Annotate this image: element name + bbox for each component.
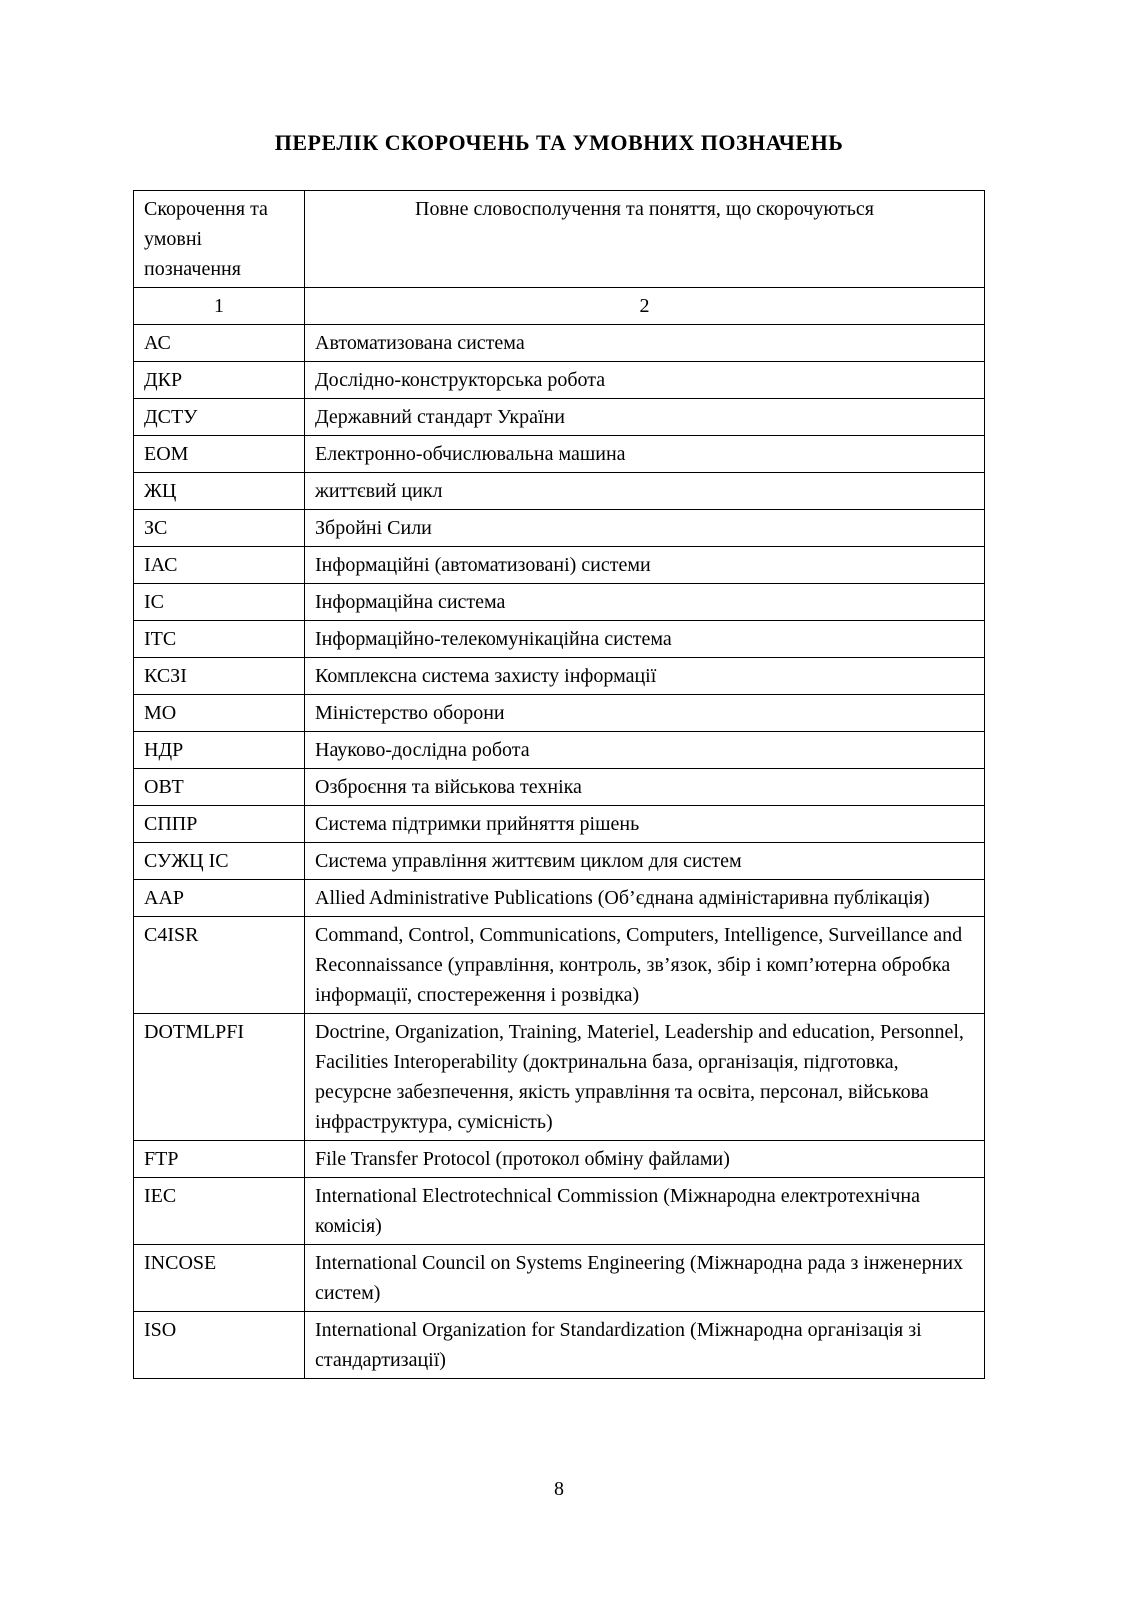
definition-cell: Автоматизована система <box>305 325 985 362</box>
table-row <box>134 1312 985 1379</box>
abbreviation-cell: НДР <box>134 732 305 769</box>
table-row <box>134 1178 985 1245</box>
abbreviation-cell: ЗС <box>134 510 305 547</box>
abbreviation-cell: ІТС <box>134 621 305 658</box>
definition-cell: Міністерство оборони <box>305 695 985 732</box>
table-row <box>134 880 985 917</box>
abbreviation-cell: ААР <box>134 880 305 917</box>
abbreviation-cell: АС <box>134 325 305 362</box>
definition-cell: Електронно-обчислювальна машина <box>305 436 985 473</box>
column-index-2: 2 <box>305 288 985 325</box>
abbreviation-cell: КСЗІ <box>134 658 305 695</box>
abbreviation-cell: СППР <box>134 806 305 843</box>
definition-cell: Науково-дослідна робота <box>305 732 985 769</box>
definition-cell: Дослідно-конструкторська робота <box>305 362 985 399</box>
definition-cell: Державний стандарт України <box>305 399 985 436</box>
abbreviation-cell: ЕОМ <box>134 436 305 473</box>
table-row <box>134 1245 985 1312</box>
table-body <box>134 325 985 1379</box>
table-header <box>134 191 985 325</box>
column-index-row <box>134 288 985 325</box>
table-row <box>134 843 985 880</box>
definition-cell: International Council on Systems Engineering (Міжнародна рада з інженерних систем) <box>305 1245 985 1312</box>
abbreviation-cell: ІЕС <box>134 1178 305 1245</box>
definition-cell: International Organization for Standardization (Міжнародна організація зі стандартизації) <box>305 1312 985 1379</box>
definition-cell: International Electrotechnical Commission (Міжнародна електротехнічна комісія) <box>305 1178 985 1245</box>
definition-cell: Збройні Сили <box>305 510 985 547</box>
abbreviation-cell: FTP <box>134 1141 305 1178</box>
page-number: 8 <box>554 1478 564 1500</box>
abbreviation-cell: ISO <box>134 1312 305 1379</box>
definition-cell: Система підтримки прийняття рішень <box>305 806 985 843</box>
abbreviation-cell: ІС <box>134 584 305 621</box>
abbreviations-table <box>133 190 985 1379</box>
header-cell-definition: Повне словосполучення та поняття, що скорочуються <box>305 191 985 288</box>
table-row <box>134 917 985 1014</box>
definition-cell: File Transfer Protocol (протокол обміну файлами) <box>305 1141 985 1178</box>
definition-cell: життєвий цикл <box>305 473 985 510</box>
definition-cell: Озброєння та військова техніка <box>305 769 985 806</box>
table-row <box>134 399 985 436</box>
table-row <box>134 362 985 399</box>
definition-cell: Інформаційні (автоматизовані) системи <box>305 547 985 584</box>
abbreviation-cell: ОВТ <box>134 769 305 806</box>
table-row <box>134 658 985 695</box>
column-index-1: 1 <box>134 288 305 325</box>
table-row <box>134 732 985 769</box>
abbreviation-cell: СУЖЦ ІС <box>134 843 305 880</box>
abbreviation-cell: МО <box>134 695 305 732</box>
definition-cell: Інформаційно-телекомунікаційна система <box>305 621 985 658</box>
table-row <box>134 1141 985 1178</box>
definition-cell: Allied Administrative Publications (Об’єднана адміністаривна публікація) <box>305 880 985 917</box>
definition-cell: Інформаційна система <box>305 584 985 621</box>
abbreviation-cell: ДКР <box>134 362 305 399</box>
abbreviation-cell: ІАС <box>134 547 305 584</box>
table-row <box>134 769 985 806</box>
table-row <box>134 806 985 843</box>
definition-cell: Command, Control, Communications, Computers, Intelligence, Surveillance and Reconnaissance (управління, контроль, зв’язок, збір і комп’ютерна обробка інформації, спостереження і розвідка) <box>305 917 985 1014</box>
definition-cell: Комплексна система захисту інформації <box>305 658 985 695</box>
abbreviation-cell: ДСТУ <box>134 399 305 436</box>
table-row <box>134 473 985 510</box>
header-row <box>134 191 985 288</box>
header-cell-abbreviation: Скорочення та умовні позначення <box>134 191 305 288</box>
table-row <box>134 1014 985 1141</box>
abbreviation-cell: ЖЦ <box>134 473 305 510</box>
abbreviation-cell: DOTMLPFI <box>134 1014 305 1141</box>
abbreviation-cell: INCOSE <box>134 1245 305 1312</box>
definition-cell: Doctrine, Organization, Training, Materiel, Leadership and education, Personnel, Facilities Interoperability (доктринальна база, організація, підготовка, ресурсне забезпечення, якість управління та освіта, персонал, військова інфраструктура, сумісність) <box>305 1014 985 1141</box>
table-row <box>134 510 985 547</box>
definition-cell: Система управління життєвим циклом для систем <box>305 843 985 880</box>
table-row <box>134 695 985 732</box>
table-row <box>134 436 985 473</box>
table-row <box>134 547 985 584</box>
page-title: ПЕРЕЛІК СКОРОЧЕНЬ ТА УМОВНИХ ПОЗНАЧЕНЬ <box>274 130 844 155</box>
table-row <box>134 621 985 658</box>
abbreviation-cell: C4ISR <box>134 917 305 1014</box>
table-row <box>134 584 985 621</box>
table-row <box>134 325 985 362</box>
